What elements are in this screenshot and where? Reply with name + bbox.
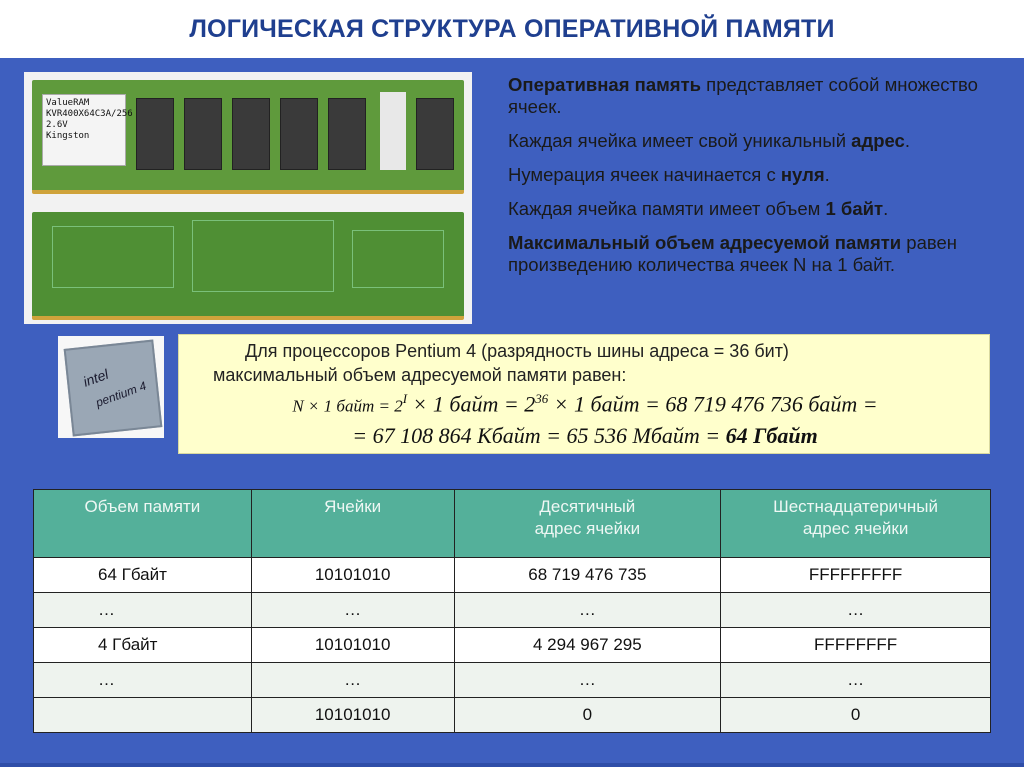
fact-item: Оперативная память представляет собой множество ячеек. — [508, 74, 978, 117]
table-cell: … — [34, 593, 252, 628]
cpu-icon — [64, 340, 163, 437]
table-row — [34, 558, 991, 593]
table-header-cell: Десятичный адрес ячейки — [454, 490, 721, 558]
ram-stick-front — [32, 80, 464, 194]
table-cell: 0 — [721, 698, 991, 733]
table-cell: … — [454, 593, 721, 628]
formula-box — [178, 334, 990, 454]
memory-chip — [184, 98, 222, 170]
table-cell: … — [251, 663, 454, 698]
pcb-trace — [52, 226, 174, 288]
table-cell: 10101010 — [251, 628, 454, 663]
slide-title: ЛОГИЧЕСКАЯ СТРУКТУРА ОПЕРАТИВНОЙ ПАМЯТИ — [189, 14, 835, 43]
memory-chip — [328, 98, 366, 170]
pcb-trace — [352, 230, 444, 288]
cpu-model-text: pentium 4 — [93, 378, 149, 410]
memory-chip — [232, 98, 270, 170]
facts-list — [482, 74, 1012, 288]
table-cell: 64 Гбайт — [34, 558, 252, 593]
table-row — [34, 593, 991, 628]
table-row — [34, 698, 991, 733]
ram-stick-back — [32, 212, 464, 320]
table-cell: … — [454, 663, 721, 698]
table-cell: 0 — [454, 698, 721, 733]
table-row — [34, 628, 991, 663]
ram-label-line: 2.6V — [46, 120, 68, 130]
formula-intro-line: максимальный объем адресуемой памяти равен: — [213, 365, 627, 385]
memory-chip — [280, 98, 318, 170]
table-cell: 10101010 — [251, 698, 454, 733]
cpu-brand-text: intel — [80, 365, 111, 390]
table-cell: … — [721, 593, 991, 628]
pcb-trace — [192, 220, 334, 292]
ram-label-line: Kingston — [46, 131, 90, 141]
table-header-cell: Шестнадцатеричный адрес ячейки — [721, 490, 991, 558]
fact-item: Нумерация ячеек начинается с нуля. — [508, 164, 830, 185]
ram-module-image — [24, 72, 472, 324]
memory-chip — [136, 98, 174, 170]
table-cell: FFFFFFFFF — [721, 558, 991, 593]
fact-item: Каждая ячейка имеет свой уникальный адрес. — [508, 130, 910, 151]
table-cell: FFFFFFFF — [721, 628, 991, 663]
formula-intro-line: Для процессоров Pentium 4 (разрядность шины адреса = 36 бит) — [245, 341, 789, 361]
table-cell: … — [251, 593, 454, 628]
ram-side-sticker — [380, 92, 406, 170]
table-cell: … — [34, 663, 252, 698]
fact-item: Максимальный объем адресуемой памяти равен произведению количества ячеек N на 1 байт. — [508, 232, 958, 275]
memory-address-table — [33, 489, 991, 733]
table-cell: 4 Гбайт — [34, 628, 252, 663]
ram-label-sticker — [42, 94, 133, 166]
formula-equation-line: = 67 108 864 Кбайт = 65 536 Мбайт = 64 Гбайт — [352, 423, 818, 448]
table-header-cell: Объем памяти — [34, 490, 252, 558]
memory-chip — [416, 98, 454, 170]
table-header-cell: Ячейки — [251, 490, 454, 558]
ram-label-line: ValueRAM — [46, 98, 90, 108]
table-cell: … — [721, 663, 991, 698]
table-cell: 10101010 — [251, 558, 454, 593]
cpu-chip-image — [58, 336, 164, 438]
table-cell: 68 719 476 735 — [454, 558, 721, 593]
ram-label-line: KVR400X64C3A/256 — [46, 109, 133, 119]
table-cell: 4 294 967 295 — [454, 628, 721, 663]
table-cell — [34, 698, 252, 733]
table-row — [34, 663, 991, 698]
formula-equation-line: N × 1 байт = $2^I \times 1$ байт = $2^{36} \times 1$ байт = 68 719 476 736 байт = — [292, 391, 878, 417]
table-header-row — [34, 490, 991, 558]
fact-item: Каждая ячейка памяти имеет объем 1 байт. — [508, 198, 889, 219]
